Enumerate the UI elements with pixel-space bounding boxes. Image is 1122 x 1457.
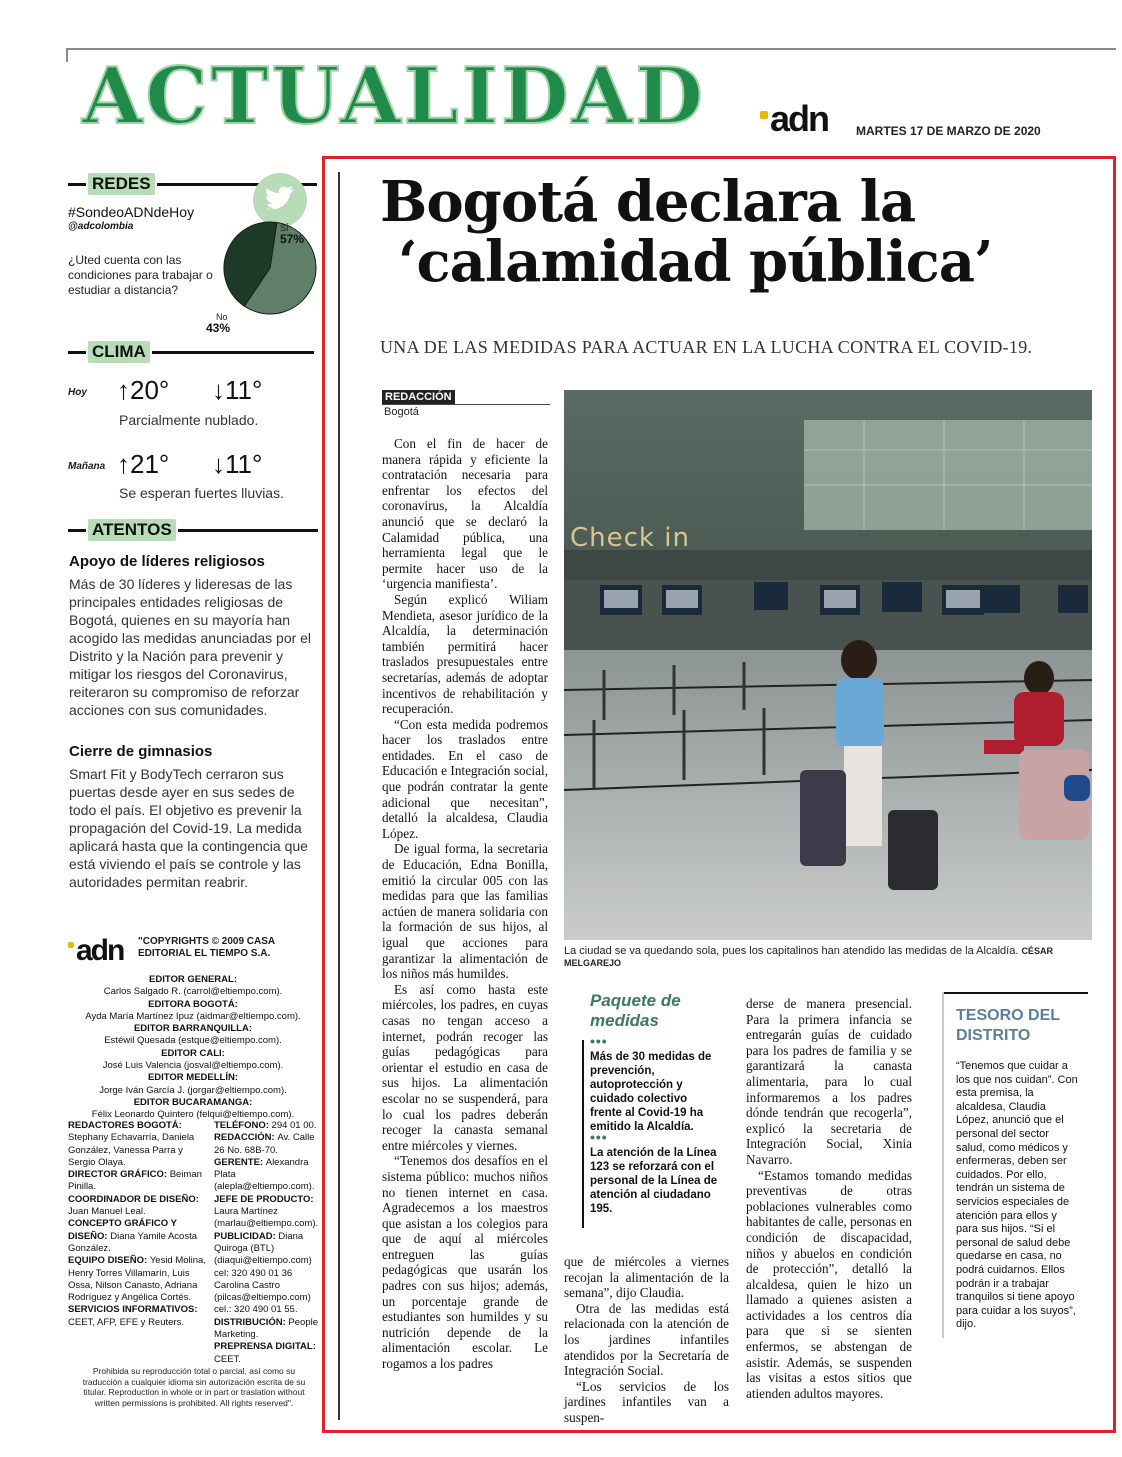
clima-today-high: ↑20° xyxy=(117,375,170,405)
byline-rule xyxy=(382,404,550,405)
credit-entry: TELÉFONO: 294 01 00. xyxy=(214,1120,317,1131)
credit-entry: DIRECTOR GRÁFICO: Beiman Pinilla. xyxy=(68,1169,202,1193)
article-column-1 xyxy=(382,436,548,1372)
article-paragraph: “Los servicios de los jardines infantiles van a suspen- xyxy=(564,1378,729,1425)
paquete-dots-1: ••• xyxy=(590,1033,608,1049)
credits-adn-logo: adn xyxy=(68,936,123,966)
copyright-text: "COPYRIGHTS © 2009 CASA EDITORIAL EL TIEMPO S.A. xyxy=(138,936,275,959)
photo-checkin-sign: Check in xyxy=(570,523,690,553)
tesoro-text: “Tenemos que cuidar a los que nos cuidan”. Con esta premisa, la alcaldesa, Claudia López, anunció que el personal del sector salud, como médicos y enfermeras, deben ser cuidados. Por ello, tendrán un sistema de servicios especiales de atención para ellos y para sus hijos. “Si el personal de salud debe quedarse en casa, no podrá cuidarnos. Ellos podrán ir a trabajar tranquilos si tiene apoyo para cuidar a los suyos”, dijo. xyxy=(956,1060,1078,1331)
article-vertical-rule xyxy=(338,172,340,1420)
atentos-item1-text: Más de 30 líderes y lideresas de las principales entidades religiosas de Bogotá, quienes en su mayoría han acogido las medidas anunciadas por el Distrito y la Nación para prevenir y mitigar los riesgos del Coronavirus, reiteraron su compromiso de reforzar acciones con sus comunidades. xyxy=(69,576,312,718)
article-paragraph: Otra de las medidas está relacionada con la atención de los jardines infantiles atendidos por la Secretaría de Integración Social. xyxy=(564,1300,729,1379)
article-subhead: UNA DE LAS MEDIDAS PARA ACTUAR EN LA LUCHA CONTRA EL COVID-19. xyxy=(380,337,1033,357)
atentos-item2-text: Smart Fit y BodyTech cerraron sus puertas desde ayer en sus sedes de todo el país. El objetivo es prevenir la propagación del Covid-19. La medida aplicará hasta que la contingencia que está viviendo el país se controle y las autoridades permitan reabrir. xyxy=(69,766,308,890)
top-rule-mark xyxy=(66,48,68,62)
article-column-2 xyxy=(564,1254,729,1426)
credit-entry: CONCEPTO GRÁFICO Y DISEÑO: Diana Yamile Acosta González. xyxy=(68,1218,198,1254)
photo-credit: CÉSAR MELGAREJO xyxy=(564,946,1053,968)
tesoro-top-rule xyxy=(942,992,1088,994)
credit-entry: SERVICIOS INFORMATIVOS: CEET, AFP, EFE y Reuters. xyxy=(68,1304,198,1328)
clima-tomorrow-desc: Se esperan fuertes lluvias. xyxy=(119,485,284,501)
credit-entry: REDACTORES BOGOTÁ: Stephany Echavarría, Daniela González, Vanessa Parra y Sergio Olaya. xyxy=(68,1120,195,1168)
adn-logo-text: adn xyxy=(770,98,829,139)
atentos-item2-title: Cierre de gimnasios xyxy=(69,743,213,760)
clima-tomorrow-label: Mañana xyxy=(68,461,106,472)
paquete-dots-2: ••• xyxy=(590,1129,608,1145)
atentos-item1-title: Apoyo de líderes religiosos xyxy=(69,553,265,570)
article-paragraph: De igual forma, la secretaria de Educación, Edna Bonilla, emitió la circular 005 con las medidas para que las familias actúen de manera solidaria con la formación de sus hijos, al igual que acciones para garantizar la alimentación de los niños más humildes. xyxy=(382,841,548,982)
article-paragraph: “Con esta medida podremos hacer los traslados entre entidades. En el caso de Educación e Integración social, que podrán contratar la gente adicional que necesitan”, detalló la alcaldesa, Claudia López. xyxy=(382,716,548,841)
clima-label: CLIMA xyxy=(68,341,314,363)
logo-dot-icon xyxy=(760,111,768,119)
paquete-title: Paquete de medidas xyxy=(590,991,681,1030)
pie-yes-label: SÍ xyxy=(280,223,289,233)
credit-entry: REDACCIÓN: Av. Calle 26 No. 68B-70. xyxy=(214,1132,315,1156)
clima-today-desc: Parcialmente nublado. xyxy=(119,412,259,428)
article-paragraph: Con el fin de hacer de manera rápida y eficiente la contratación necesaria para enfrentar los efectos del coronavirus, la Alcaldía anunció que se declaró la Calamidad pública, una herramienta legal que le permite hacer uso de la ‘urgencia manifiesta’. xyxy=(382,436,548,592)
tesoro-title: TESORO DEL DISTRITO xyxy=(956,1007,1061,1044)
editors-block: EDITOR GENERAL: Carlos Salgado R. (carrol@eltiempo.com). EDITORA BOGOTÁ: Ayda María Martínez Ipuz (aidmar@eltiempo.com). EDITOR BARRANQUILLA: Estéwil Quesada (estque@eltiempo.com). EDITOR CALI: José Luis Valencia (josval@eltiempo.com). EDITOR MEDELLÍN: Jorge Iván García J. (jorgar@eltiempo.com). EDITOR BUCARAMANGA: Félix Leonardo Quintero (felqui@eltiempo.com). xyxy=(85,974,301,1121)
credit-entry: JEFE DE PRODUCTO: Laura Martínez (marlau@eltiempo.com). xyxy=(214,1193,319,1230)
credits-left-column xyxy=(68,1120,208,1329)
credit-entry: PREPRENSA DIGITAL: CEET. xyxy=(214,1341,316,1365)
pie-no-pct: 43% xyxy=(206,321,231,335)
redes-question: ¿Uted cuenta con las condiciones para trabajar o estudiar a distancia? xyxy=(68,253,213,297)
clima-tomorrow-high: ↑21° xyxy=(117,449,170,479)
top-rule xyxy=(66,48,1116,50)
publication-date: MARTES 17 DE MARZO DE 2020 xyxy=(856,124,1041,138)
paquete-rule xyxy=(582,1040,584,1228)
article-paragraph: derse de manera presencial. Para la primera infancia se entregarán guías de cuidado para los padres de familia y se garantizará la canasta alimentaria, para lo cual informaremos a los padres dónde tendrán que recogerla”, explicó la secretaria de Integración Social, Xinia Navarro. xyxy=(746,996,912,1167)
redes-handle: @adcolombia xyxy=(68,221,134,232)
article-headline: Bogotá declara la ‘calamidad pública’ xyxy=(380,169,993,295)
pie-no-label: No xyxy=(216,312,228,322)
clima-today-label: Hoy xyxy=(68,387,87,398)
clima-today-low: ↓11° xyxy=(212,375,263,405)
atentos-label: ATENTOS xyxy=(68,519,318,541)
tesoro-side-rule xyxy=(942,992,944,1338)
article-paragraph: Según explicó Wiliam Mendieta, asesor jurídico de la Alcaldía, la determinación también permitirá hacer traslados presupuestales entre secretarías, además de adoptar incentivos de rehabilitación y recuperación. xyxy=(382,591,548,717)
redes-pie-chart xyxy=(220,218,320,318)
credits-footer: Prohibida su reproducción total o parcial, así como su traducción a cualquier idioma sin autorización escrita de su titular. Reproduction in whole or in part or traslation without written permissions is prohibited. All rights reserved". xyxy=(82,1366,306,1408)
credit-entry: COORDINADOR DE DISEÑO: Juan Manuel Leal. xyxy=(68,1193,199,1218)
photo-caption: La ciudad se va quedando sola, pues los capitalinos han atendido las medidas de la Alcaldía. CÉSAR MELGAREJO xyxy=(564,945,1053,968)
credits-right-column xyxy=(214,1120,322,1366)
redes-label: REDES xyxy=(68,173,317,195)
credit-entry: PUBLICIDAD: Diana Quiroga (BTL) (diaqui@eltiempo.com) cel: 320 490 01 36 Carolina Castro (pilcas@eltiempo.com) cel.: 320 490 01 55. xyxy=(214,1230,312,1316)
credit-entry: DISTRIBUCIÓN: People Marketing. xyxy=(214,1316,319,1341)
article-photo xyxy=(564,390,1092,940)
article-location: Bogotá xyxy=(384,406,419,418)
clima-tomorrow-low: ↓11° xyxy=(212,449,263,479)
article-paragraph: Es así como hasta este miércoles, los padres, en cuyas casas no tengan acceso a internet, podrán recoger las guías pedagógicas para orientar el estudio en casa de sus hijos. La alimentación escolar no se suspenderá, para lo cual los padres deberán recoger la canasta semanal entre miércoles y viernes. xyxy=(382,981,548,1153)
article-column-3 xyxy=(746,996,912,1401)
article-paragraph: que de miércoles a viernes recojan la alimentación de la semana”, dijo Claudia. xyxy=(564,1254,729,1301)
article-byline: REDACCIÓN xyxy=(382,390,455,404)
credit-entry: EQUIPO DISEÑO: Yesid Molina, Henry Torres Villamarín, Luis Ossa, Nilson Canasto, Adriana Rodríguez y Angélica Cortés. xyxy=(68,1255,206,1304)
credit-entry: GERENTE: Alexandra Plata (alepla@eltiempo.com). xyxy=(214,1156,315,1193)
paquete-item-1: Más de 30 medidas de prevención, autoprotección y cuidado colectivo frente al Covid-19 ha emitido la Alcaldía. xyxy=(590,1051,712,1133)
pie-yes-pct: 57% xyxy=(280,232,305,246)
redes-hashtag: #SondeoADNdeHoy xyxy=(68,204,195,220)
article-paragraph: “Estamos tomando medidas preventivas de otras poblaciones vulnerables como habitantes de calle, personas en condición de discapacidad, niños y abuelos en condición de protección”, detalló la alcaldesa, quien le hizo un llamado a quienes asisten a actividades a los centros día para que si se sienten enfermos, se abstengan de asistir. Además, se suspenden las visitas a estos sitios que atienden adultos mayores. xyxy=(746,1167,912,1401)
adn-logo xyxy=(760,98,829,139)
paquete-item-2: La atención de la Línea 123 se reforzará con el personal de la Línea de atención al ciudadano 195. xyxy=(590,1147,718,1215)
section-title: ACTUALIDAD xyxy=(82,51,706,142)
article-paragraph: “Tenemos dos desafíos en el sistema público: muchos niños no tienen internet en casa. Agradecemos a los maestros que asistan a los colegios para que de aquí al miércoles entreguen las guías pedagógicas que usarán los padres con sus hijos; además, un porcentaje grande de estudiantes son humildes y su nutrición depende de la alimentación escolar. Le rogamos a los padres xyxy=(382,1153,548,1372)
